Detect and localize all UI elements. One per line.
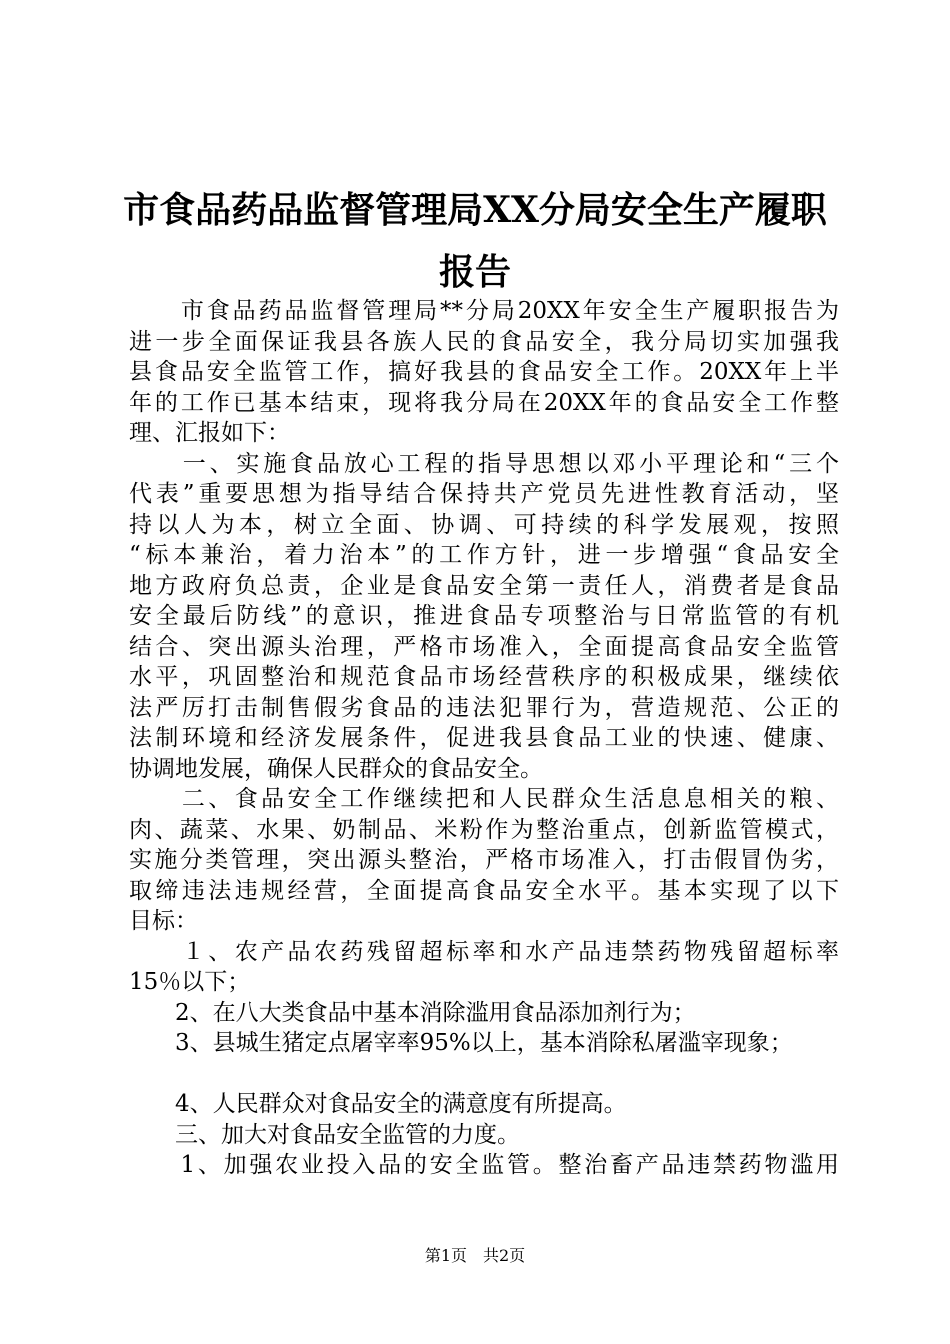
body-text-line: 15％以下； [129, 969, 251, 995]
body-text-line: 三、加大对食品安全监管的力度。 [129, 1121, 520, 1148]
body-text-line: 法制环境和经济发展条件，促进我县食品工业的快速、健康、 [129, 725, 839, 751]
body-text-line: 地方政府负总责，企业是食品安全第一责任人，消费者是食品 [129, 572, 839, 599]
body-text-line: 持以人为本，树立全面、协调、可持续的科学发展观，按照 [129, 511, 839, 538]
body-text-line: 代表”重要思想为指导结合保持共产党员先进性教育活动，坚 [129, 481, 839, 507]
body-text-line: 目标： [129, 908, 198, 934]
body-text-line: 协调地发展，确保人民群众的食品安全。 [129, 755, 543, 782]
document-title: 市食品药品监督管理局XX分局安全生产履职 [123, 189, 827, 231]
body-text-line: 法严厉打击制售假劣食品的违法犯罪行为，营造规范、公正的 [129, 694, 839, 721]
blank-line [129, 1059, 839, 1090]
body-text-line: １、农产品农药残留超标率和水产品违禁药物残留超标率 [129, 938, 839, 965]
page-footer: 第1页 共2页 [424, 1246, 526, 1265]
body-text-line: 二、食品安全工作继续把和人民群众生活息息相关的粮、 [129, 786, 839, 812]
body-text-line: 理、汇报如下： [129, 420, 290, 446]
body-text-line: “标本兼治，着力治本”的工作方针，进一步增强“食品安全 [129, 542, 839, 568]
document-title-continued: 报告 [438, 251, 511, 293]
body-text-line: 市食品药品监督管理局**分局20XX年安全生产履职报告为 [129, 298, 839, 324]
body-text-line: 一、实施食品放心工程的指导思想以邓小平理论和“三个 [129, 450, 839, 477]
body-text-line: 4、人民群众对食品安全的满意度有所提高。 [129, 1091, 627, 1117]
body-text-line: 取缔违法违规经营，全面提高食品安全水平。基本实现了以下 [129, 877, 839, 904]
body-text-line: 县食品安全监管工作，搞好我县的食品安全工作。20XX年上半 [129, 359, 839, 385]
body-text-line: 年的工作已基本结束，现将我分局在20XX年的食品安全工作整 [129, 389, 839, 416]
body-text-line: 结合、突出源头治理，严格市场准入，全面提高食品安全监管 [129, 633, 839, 660]
body-text-line: 3、县城生猪定点屠宰率95%以上，基本消除私屠滥宰现象； [129, 1030, 793, 1056]
body-text-line: 安全最后防线”的意识，推进食品专项整治与日常监管的有机 [129, 603, 839, 629]
document-body [129, 296, 839, 1181]
body-text-line: 实施分类管理，突出源头整治，严格市场准入，打击假冒伪劣， [129, 847, 839, 873]
body-text-line: 肉、蔬菜、水果、奶制品、米粉作为整治重点，创新监管模式， [129, 816, 839, 843]
body-text-line: 2、在八大类食品中基本消除滥用食品添加剂行为； [129, 999, 696, 1026]
body-text-line: 进一步全面保证我县各族人民的食品安全，我分局切实加强我 [129, 328, 839, 355]
body-text-line: 1、加强农业投入品的安全监管。整治畜产品违禁药物滥用 [129, 1152, 839, 1178]
body-text-line: 水平，巩固整治和规范食品市场经营秩序的积极成果，继续依 [129, 664, 839, 690]
